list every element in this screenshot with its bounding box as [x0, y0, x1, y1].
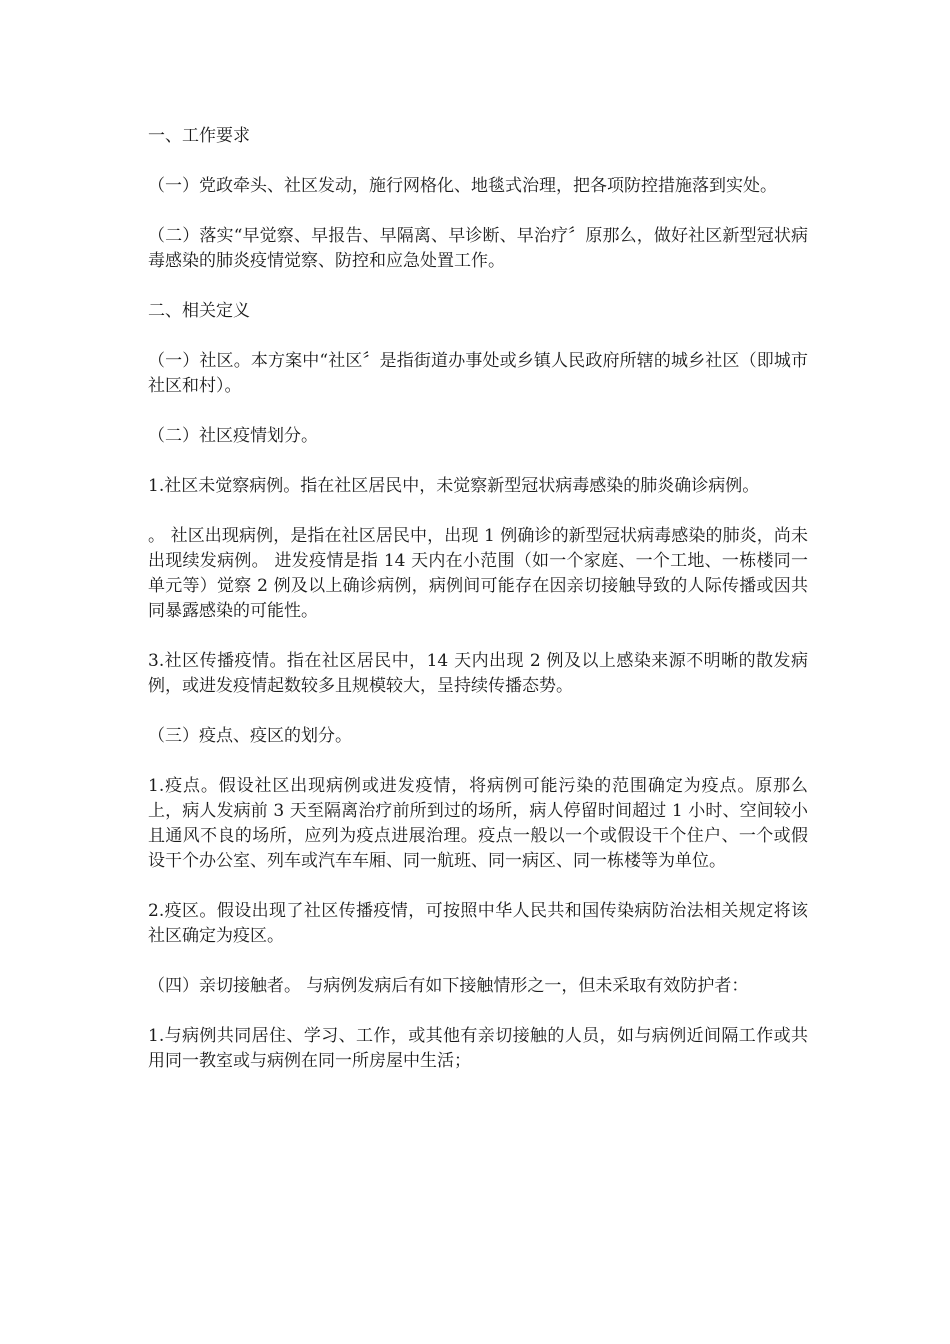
- paragraph: 3.社区传播疫情。指在社区居民中，14 天内出现 2 例及以上感染来源不明晰的散发病例，或进发疫情起数较多且规模较大，呈持续传播态势。: [148, 651, 808, 696]
- paragraph: 2.疫区。假设出现了社区传播疫情，可按照中华人民共和国传染病防治法相关规定将该社区确定为疫区。: [148, 901, 808, 946]
- heading-related-definitions: 二、相关定义: [148, 301, 250, 321]
- paragraph: （三）疫点、疫区的划分。: [148, 726, 352, 746]
- document-body: [148, 124, 808, 1099]
- paragraph: 1.社区未觉察病例。指在社区居民中，未觉察新型冠状病毒感染的肺炎确诊病例。: [148, 476, 760, 496]
- paragraph: （二）落实“早觉察、早报告、早隔离、早诊断、早治疗〞原那么，做好社区新型冠状病毒感染的肺炎疫情觉察、防控和应急处置工作。: [148, 226, 808, 271]
- paragraph: （四）亲切接触者。 与病例发病后有如下接触情形之一，但未采取有效防护者：: [148, 976, 749, 996]
- paragraph: 1.疫点。假设社区出现病例或进发疫情，将病例可能污染的范围确定为疫点。原那么上，病人发病前 3 天至隔离治疗前所到过的场所，病人停留时间超过 1 小时、空间较小且通风不良的场所，应列为疫点进展治理。疫点一般以一个或假设干个住户、一个或假设干个办公室、列车或汽车车厢、同一航班、同一病区、同一栋楼等为单位。: [148, 776, 808, 871]
- paragraph: 。 社区出现病例，是指在社区居民中，出现 1 例确诊的新型冠状病毒感染的肺炎，尚未出现续发病例。 进发疫情是指 14 天内在小范围（如一个家庭、一个工地、一栋楼同一单元等）觉察 2 例及以上确诊病例，病例间可能存在因亲切接触导致的人际传播或因共同暴露感染的可能性。: [148, 526, 808, 621]
- paragraph: （一）党政牵头、社区发动，施行网格化、地毯式治理，把各项防控措施落到实处。: [148, 176, 777, 196]
- paragraph: 1.与病例共同居住、学习、工作，或其他有亲切接触的人员，如与病例近间隔工作或共用同一教室或与病例在同一所房屋中生活；: [148, 1026, 808, 1071]
- paragraph: （一）社区。本方案中“社区〞是指街道办事处或乡镇人民政府所辖的城乡社区（即城市社区和村）。: [148, 351, 808, 396]
- paragraph: （二）社区疫情划分。: [148, 426, 318, 446]
- heading-work-requirements: 一、工作要求: [148, 126, 250, 146]
